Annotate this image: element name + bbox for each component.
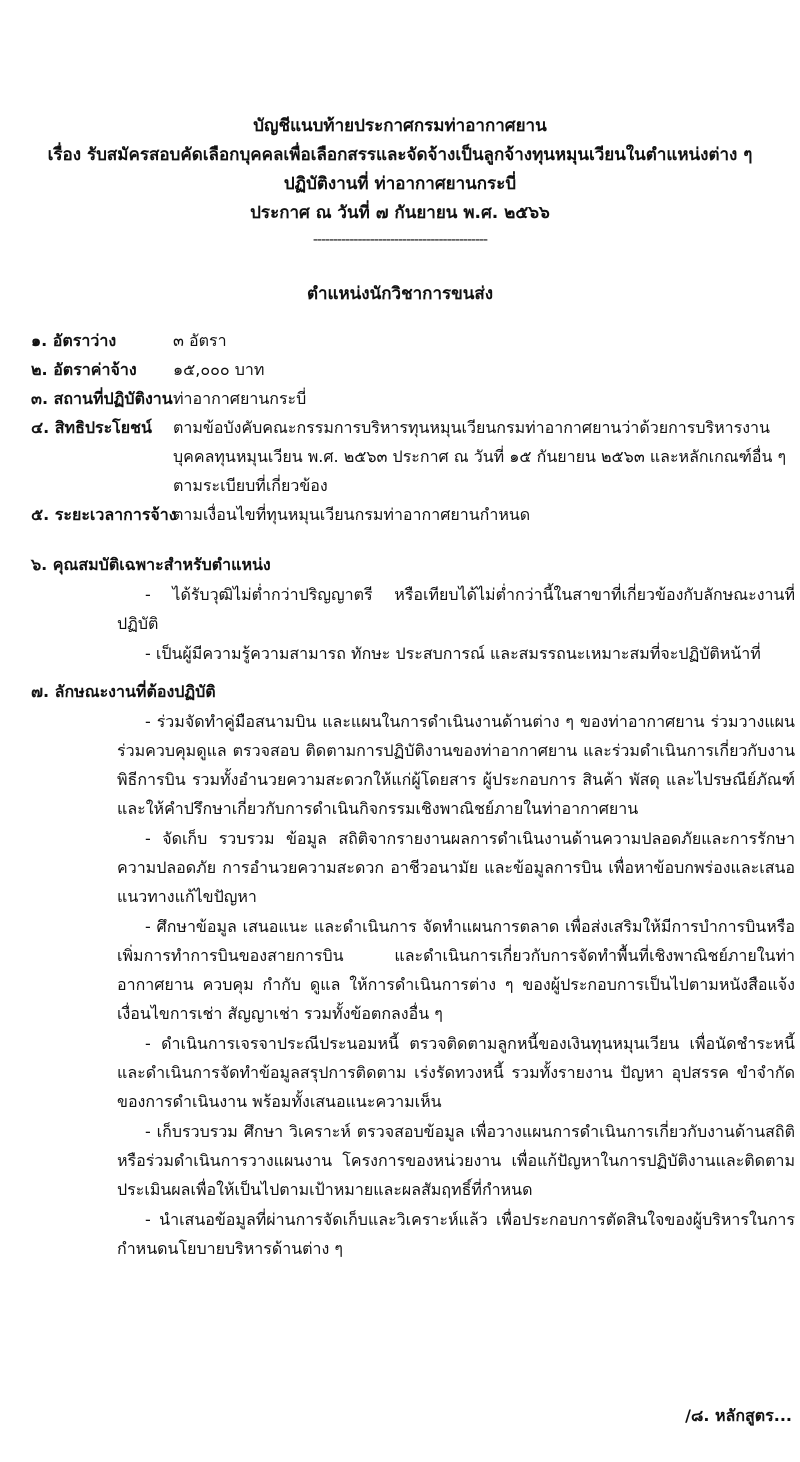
list-item: - ดำเนินการเจรจาประณีประนอมหนี้ ตรวจติดตามลูกหนี้ของเงินทุนหมุนเวียน เพื่อนัดชำระหนี้และดำเนินการจัดทำข้อมูลสรุปการติดตาม เร่งรัดทวงหนี้ รวมทั้งรายงาน ปัญหา อุปสรรค ขำจำกัด ของการดำเนินงาน พร้อมทั้งเสนอแนะความเห็น <box>117 1034 795 1111</box>
field-label: ๔. สิทธิประโยชน์ <box>31 418 152 437</box>
header-subject: เรื่อง รับสมัครสอบคัดเลือกบุคคลเพื่อเลือกสรรและจัดจ้างเป็นลูกจ้างทุนหมุนเวียนในตำแหน่งต่าง ๆ <box>47 145 753 165</box>
field-row-duration <box>31 500 795 529</box>
qualifications-list <box>117 580 795 669</box>
section-qualifications-heading: ๖. คุณสมบัติเฉพาะสำหรับตำแหน่ง <box>31 555 271 574</box>
header-location: ปฏิบัติงานที่ ท่าอากาศยานกระบี่ <box>283 174 517 194</box>
field-value: ๓ อัตรา <box>173 331 227 350</box>
announcement-header <box>0 112 800 228</box>
field-value: ตามเงื่อนไขที่ทุนหมุนเวียนกรมท่าอากาศยานกำหนด <box>173 505 531 524</box>
position-title: ตำแหน่งนักวิชาการขนส่ง <box>306 284 494 304</box>
field-label: ๒. อัตราค่าจ้าง <box>31 360 137 379</box>
field-value: ตามข้อบังคับคณะกรรมการบริหารทุนหมุนเวียนกรมท่าอากาศยานว่าด้วยการบริหารงานบุคคลทุนหมุนเวียน พ.ศ. ๒๕๖๓ ประกาศ ณ วันที่ ๑๕ กันยายน ๒๕๖๓ และหลักเกณฑ์อื่น ๆ ตามระเบียบที่เกี่ยวข้อง <box>173 418 787 495</box>
list-item: - นำเสนอข้อมูลที่ผ่านการจัดเก็บและวิเคราะห์แล้ว เพื่อประกอบการตัดสินใจของผู้บริหารในการกำหนดนโยบายบริหารด้านต่าง ๆ <box>117 1210 795 1258</box>
field-row-vacancies <box>31 326 795 355</box>
field-label: ๑. อัตราว่าง <box>31 331 117 350</box>
field-row-workplace <box>31 384 795 413</box>
header-divider: ------------------------------------------- <box>312 232 488 248</box>
section-duties-heading: ๗. ลักษณะงานที่ต้องปฏิบัติ <box>31 682 216 701</box>
continuation-note: /๘. หลักสูตร... <box>685 1406 792 1425</box>
field-row-wage <box>31 355 795 384</box>
list-item: - เป็นผู้มีความรู้ความสามารถ ทักษะ ประสบการณ์ และสมรรถนะเหมาะสมที่จะปฏิบัติหน้าที่ <box>145 644 761 663</box>
duties-list <box>117 707 795 1264</box>
header-title: บัญชีแนบท้ายประกาศกรมท่าอากาศยาน <box>253 116 547 136</box>
list-item: - เก็บรวบรวม ศึกษา วิเคราะห์ ตรวจสอบข้อมูล เพื่อวางแผนการดำเนินการเกี่ยวกับงานด้านสถิติหรือร่วมดำเนินการวางแผนงาน โครงการของหน่วยงาน เพื่อแก้ปัญหาในการปฏิบัติงานและติดตามประเมินผลเพื่อให้เป็นไปตามเป้าหมายและผลสัมฤทธิ์ที่กำหนด <box>117 1122 795 1199</box>
header-date: ประกาศ ณ วันที่ ๗ กันยายน พ.ศ. ๒๕๖๖ <box>250 203 550 223</box>
list-item: - จัดเก็บ รวบรวม ข้อมูล สถิติจากรายงานผลการดำเนินงานด้านความปลอดภัยและการรักษาความปลอดภัย การอำนวยความสะดวก อาชีวอนามัย และข้อมูลการบิน เพื่อหาข้อบกพร่องและเสนอแนวทางแก้ไขปัญหา <box>117 829 795 906</box>
list-item: - ร่วมจัดทำคู่มือสนามบิน และแผนในการดำเนินงานด้านต่าง ๆ ของท่าอากาศยาน ร่วมวางแผน ร่วมควบคุมดูแล ตรวจสอบ ติดตามการปฏิบัติงานของท่าอากาศยาน และร่วมดำเนินการเกี่ยวกับงานพิธีการบิน รวมทั้งอำนวยความสะดวกให้แก่ผู้โดยสาร ผู้ประกอบการ สินค้า พัสดุ และไปรษณีย์ภัณฑ์ และให้คำปรึกษาเกี่ยวกับการดำเนินกิจกรรมเชิงพาณิชย์ภายในท่าอากาศยาน <box>117 712 795 818</box>
field-value: ๑๕,๐๐๐ บาท <box>173 360 265 379</box>
list-item: - ศึกษาข้อมูล เสนอแนะ และดำเนินการ จัดทำแผนการตลาด เพื่อส่งเสริมให้มีการบำการบินหรือเพิ่มการทำการบินของสายการบิน และดำเนินการเกี่ยวกับการจัดทำพื้นที่เชิงพาณิชย์ภายในท่าอากาศยาน ควบคุม กำกับ ดูแล ให้การดำเนินการต่าง ๆ ของผู้ประกอบการเป็นไปตามหนังสือแจ้งเงื่อนไขการเช่า สัญญาเช่า รวมทั้งข้อตกลงอื่น ๆ <box>117 917 795 1023</box>
field-label: ๓. สถานที่ปฏิบัติงาน <box>31 389 173 408</box>
position-fields <box>31 326 795 529</box>
field-value: ท่าอากาศยานกระบี่ <box>173 389 307 408</box>
list-item: - ได้รับวุฒิไม่ต่ำกว่าปริญญาตรี หรือเทียบได้ไม่ต่ำกว่านี้ในสาขาที่เกี่ยวข้องกับลักษณะงานที่ปฏิบัติ <box>117 585 795 633</box>
field-label: ๕. ระยะเวลาการจ้าง <box>31 505 177 524</box>
field-row-benefits <box>31 413 795 500</box>
